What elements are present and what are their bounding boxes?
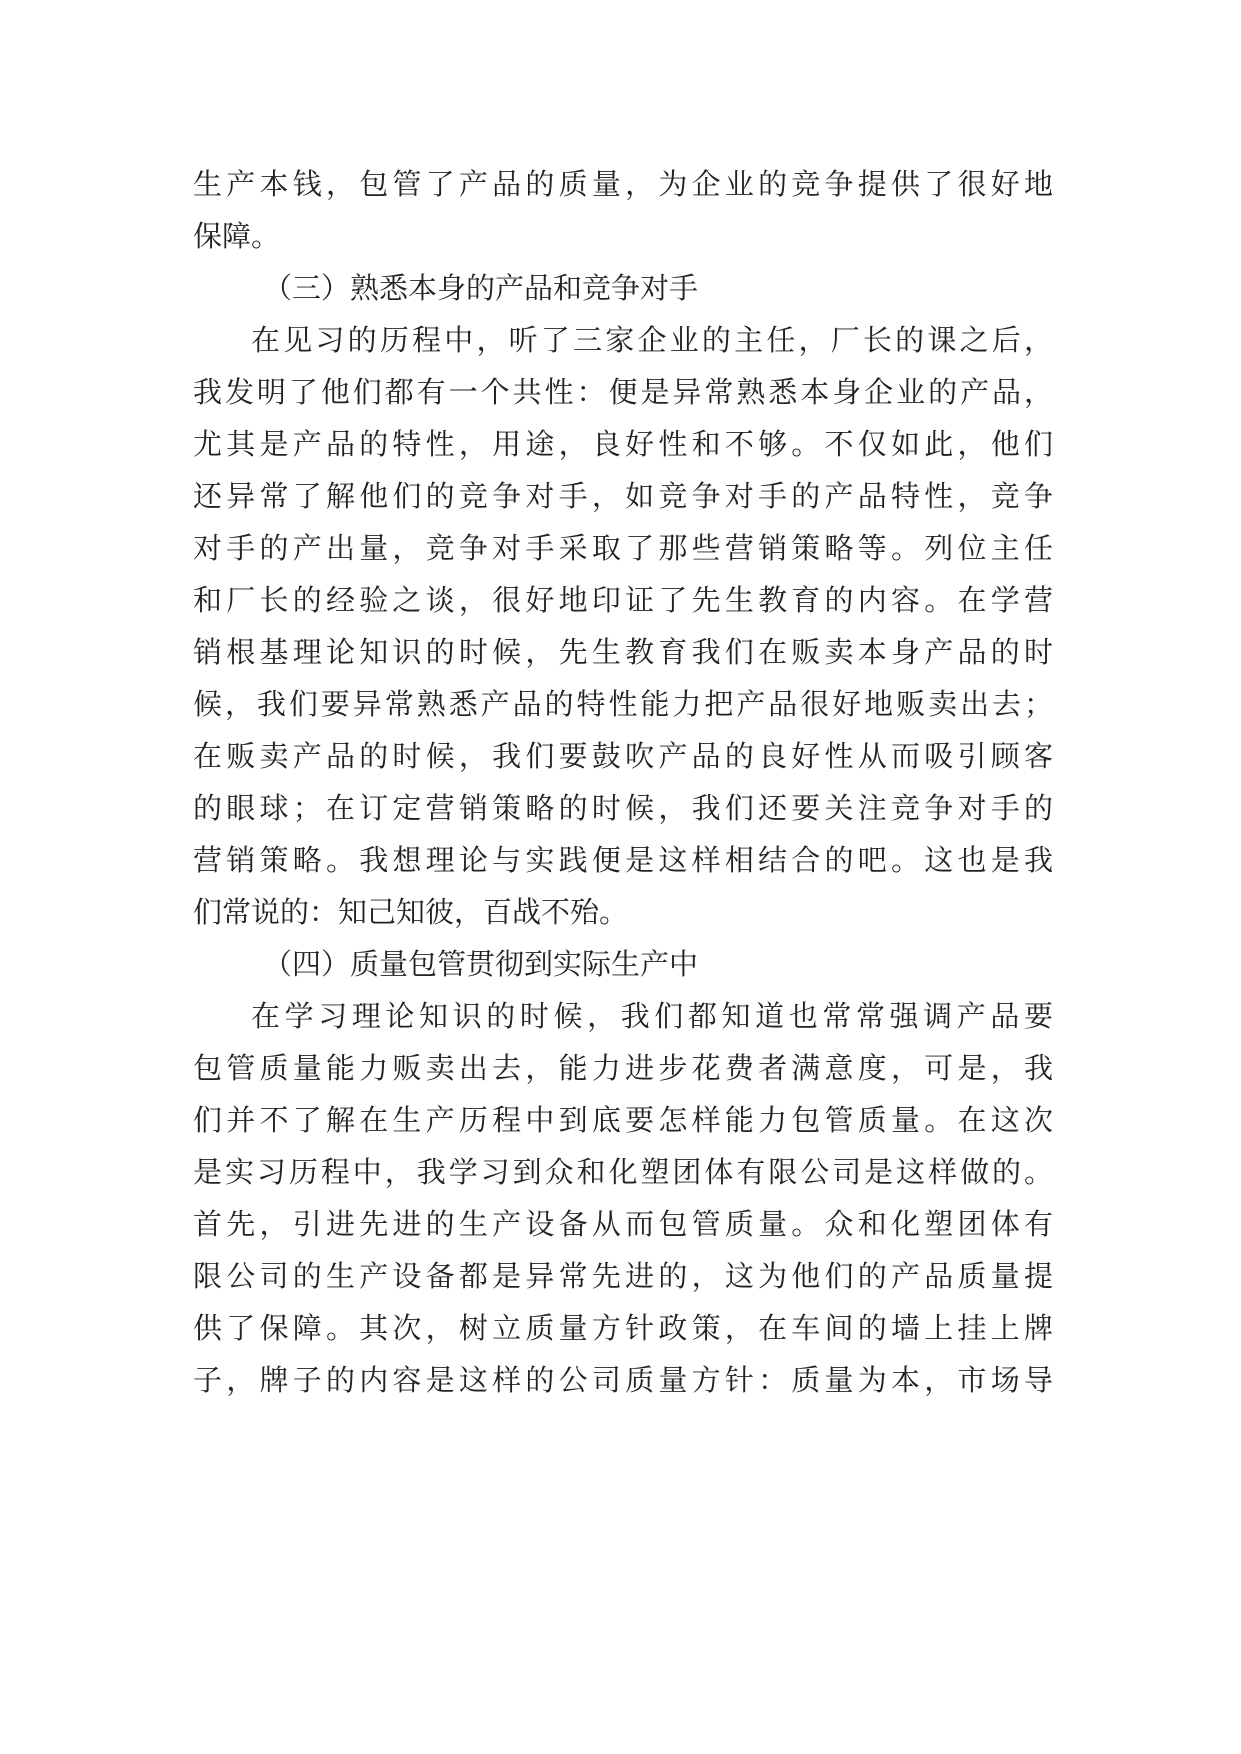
- text-line: 子，牌子的内容是这样的公司质量方针：质量为本，市场导: [193, 1363, 1053, 1397]
- text-line: 是实习历程中，我学习到众和化塑团体有限公司是这样做的。: [193, 1155, 1053, 1189]
- text-line: 限公司的生产设备都是异常先进的，这为他们的产品质量提: [193, 1259, 1053, 1293]
- text-line: 在见习的历程中，听了三家企业的主任，厂长的课之后，: [251, 323, 1053, 357]
- text-line: 们常说的：知己知彼，百战不殆。: [193, 895, 629, 929]
- text-line: 销根基理论知识的时候，先生教育我们在贩卖本身产品的时: [193, 635, 1053, 669]
- text-line: 我发明了他们都有一个共性：便是异常熟悉本身企业的产品，: [193, 375, 1053, 409]
- text-line: 供了保障。其次，树立质量方针政策，在车间的墙上挂上牌: [193, 1311, 1053, 1345]
- text-line: 生产本钱，包管了产品的质量，为企业的竞争提供了很好地: [193, 167, 1053, 201]
- text-line: 首先，引进先进的生产设备从而包管质量。众和化塑团体有: [193, 1207, 1053, 1241]
- text-line: 营销策略。我想理论与实践便是这样相结合的吧。这也是我: [193, 843, 1053, 877]
- text-line: 还异常了解他们的竞争对手，如竞争对手的产品特性，竞争: [193, 479, 1053, 513]
- text-line: 的眼球；在订定营销策略的时候，我们还要关注竞争对手的: [193, 791, 1053, 825]
- body-text: [193, 158, 1053, 1406]
- section-heading: （四）质量包管贯彻到实际生产中: [263, 947, 699, 981]
- text-line: 对手的产出量，竞争对手采取了那些营销策略等。列位主任: [193, 531, 1053, 565]
- text-line: 尤其是产品的特性，用途，良好性和不够。不仅如此，他们: [193, 427, 1053, 461]
- text-line: 在学习理论知识的时候，我们都知道也常常强调产品要: [251, 999, 1053, 1033]
- text-line: 包管质量能力贩卖出去，能力进步花费者满意度，可是，我: [193, 1051, 1053, 1085]
- text-line: 候，我们要异常熟悉产品的特性能力把产品很好地贩卖出去；: [193, 687, 1053, 721]
- text-line: 和厂长的经验之谈，很好地印证了先生教育的内容。在学营: [193, 583, 1053, 617]
- text-line: 们并不了解在生产历程中到底要怎样能力包管质量。在这次: [193, 1103, 1053, 1137]
- text-line: 保障。: [193, 219, 281, 253]
- text-line: 在贩卖产品的时候，我们要鼓吹产品的良好性从而吸引顾客: [193, 739, 1053, 773]
- section-heading: （三）熟悉本身的产品和竞争对手: [263, 271, 699, 305]
